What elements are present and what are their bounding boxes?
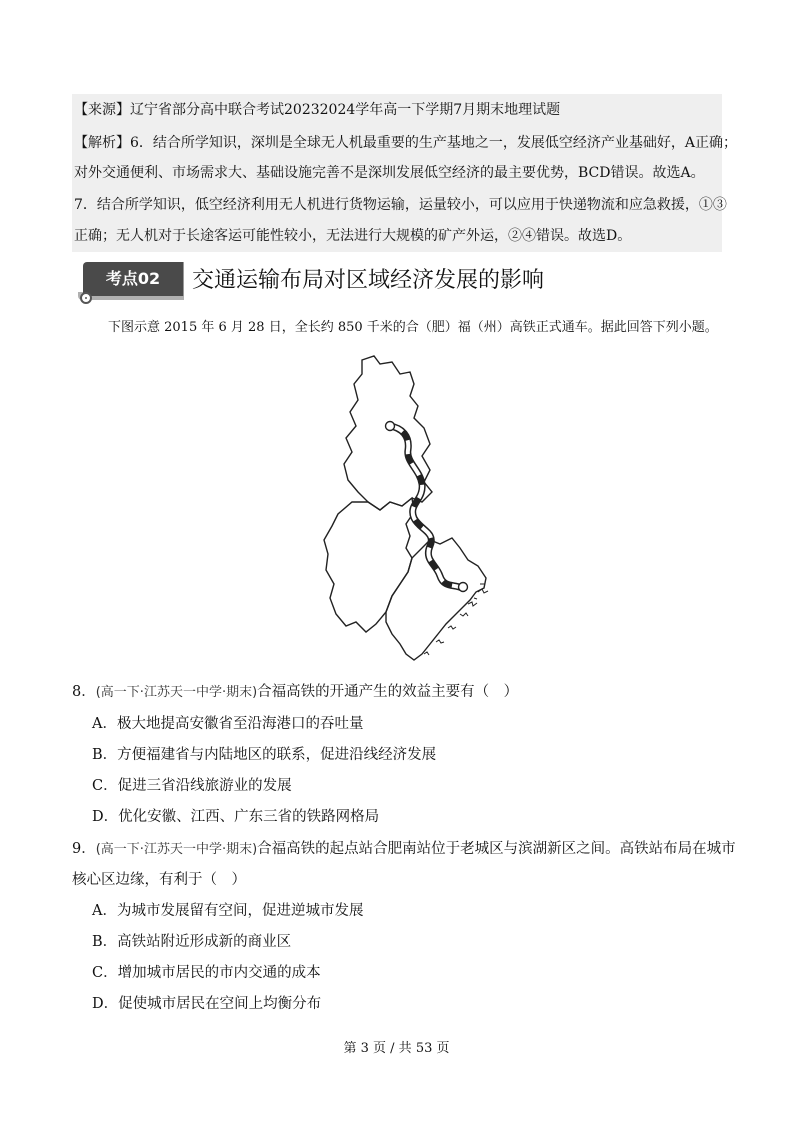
question-9-text-2: 核心区边缘，有利于（ ） [72, 872, 246, 888]
question-8-option-c: C．促进三省沿线旅游业的发展 [92, 778, 292, 794]
analysis-line-2: 【解析】6．结合所学知识，深圳是全球无人机最重要的生产基地之一，发展低空经济产业基础好，A正确； [74, 135, 738, 151]
question-8-text: 合福高铁的开通产生的效益主要有（ ） [257, 684, 519, 700]
section-title: 交通运输布局对区域经济发展的影响 [192, 268, 545, 293]
question-9-option-d: D．促使城市居民在空间上均衡分布 [92, 996, 322, 1012]
analysis-line-4: 7．结合所学知识，低空经济利用无人机进行货物运输，运量较小，可以应用于快递物流和应急救援，①③ [74, 197, 727, 213]
question-9-option-c: C．增加城市居民的市内交通的成本 [92, 965, 321, 981]
fuzhou-station-icon [459, 583, 468, 592]
analysis-source-line: 【来源】辽宁省部分高中联合考试20232024学年高一下学期7月期末地理试题 [74, 102, 561, 118]
question-8-source: (高一下·江苏天一中学·期末) [95, 685, 258, 700]
question-8-option-d: D．优化安徽、江西、广东三省的铁路网格局 [92, 809, 380, 825]
section-tag: 考点02 [83, 262, 183, 296]
jiangxi-province-outline [324, 498, 414, 632]
question-9-stem [72, 839, 736, 860]
hefei-fuzhou-railway-map [318, 352, 498, 668]
fujian-coastline [424, 584, 488, 655]
question-intro: 下图示意 2015 年 6 月 28 日，全长约 850 千米的合（肥）福（州）高铁正式通车。据此回答下列小题。 [108, 320, 718, 335]
question-9-text-1: 合福高铁的起点站合肥南站位于老城区与滨湖新区之间。高铁站布局在城市 [257, 841, 736, 857]
question-8-option-b: B．方便福建省与内陆地区的联系，促进沿线经济发展 [92, 747, 437, 763]
question-8-stem [72, 682, 518, 703]
section-bullet-icon [80, 292, 92, 304]
question-9-number: 9． [72, 841, 96, 857]
question-8-number: 8． [72, 684, 96, 700]
section-header [78, 262, 718, 308]
question-8-option-a: A．极大地提高安徽省至沿海港口的吞吐量 [92, 716, 364, 732]
page-footer: 第 3 页 / 共 53 页 [343, 1041, 450, 1056]
question-9-source: (高一下·江苏天一中学·期末) [95, 842, 258, 857]
hefei-station-icon [386, 422, 395, 431]
analysis-line-3: 对外交通便利、市场需求大、基础设施完善不是深圳发展低空经济的最主要优势，BCD错误。故选A。 [74, 165, 705, 181]
question-9-option-b: B．高铁站附近形成新的商业区 [92, 934, 292, 950]
analysis-line-5: 正确；无人机对于长途客运可能性较小，无法进行大规模的矿产外运，②④错误。故选D。 [74, 228, 632, 244]
question-9-option-a: A．为城市发展留有空间，促进逆城市发展 [92, 903, 364, 919]
